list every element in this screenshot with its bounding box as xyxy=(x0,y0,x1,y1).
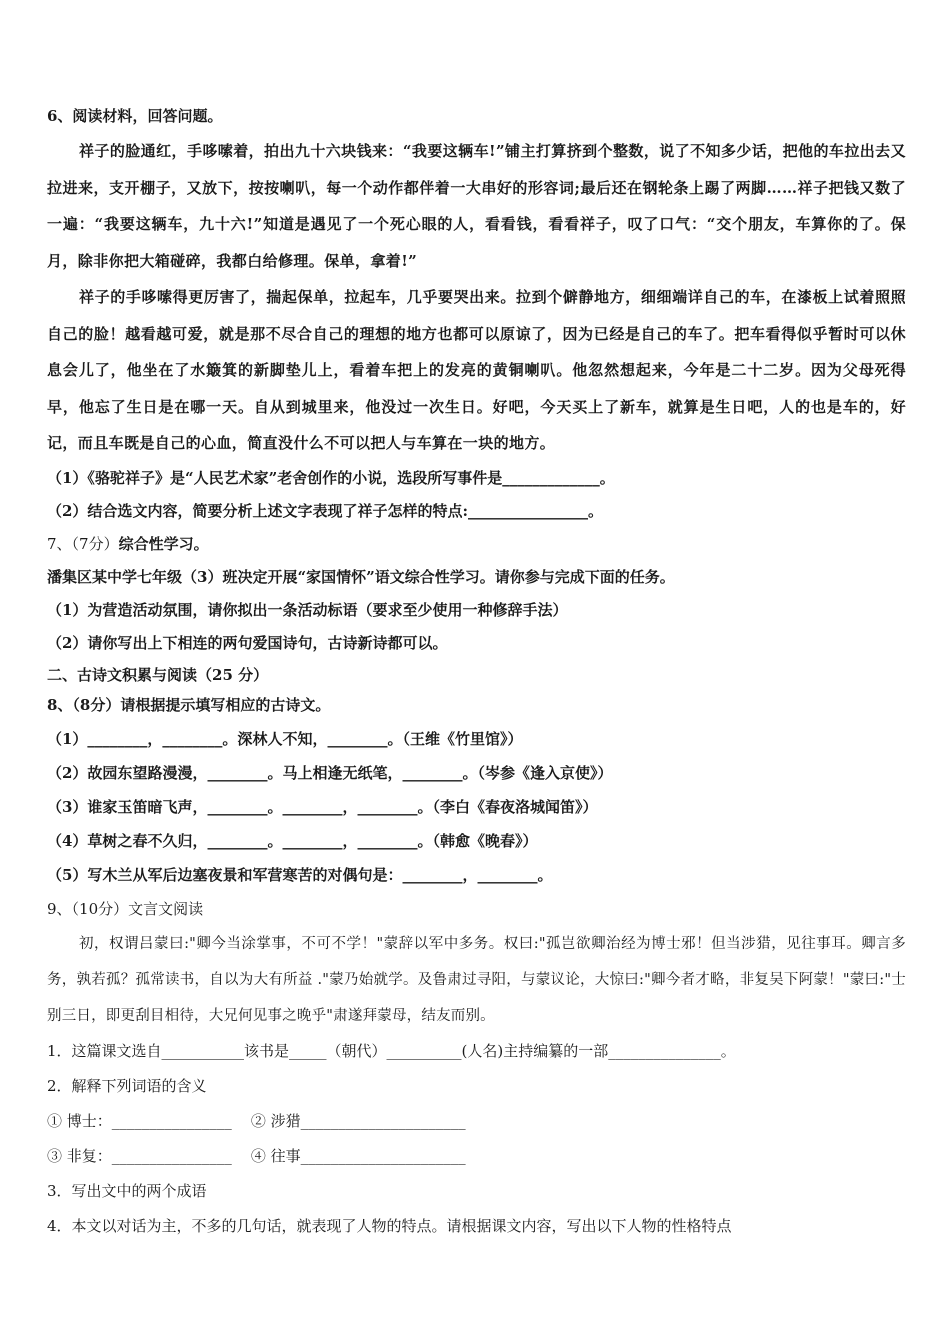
q9-question-3: 3．写出文中的两个成语 xyxy=(47,1181,207,1200)
q8-item-3: （3）谁家玉笛暗飞声，________。________，________。（李白《春夜洛城闻笛》） xyxy=(47,797,598,816)
q9-question-2-row-1 xyxy=(47,1104,906,1139)
q8-header: 8、（8分）请根据提示填写相应的古诗文。 xyxy=(47,695,331,714)
q8-item-2: （2）故园东望路漫漫，________。马上相逢无纸笔，________。（岑参《逢入京使》） xyxy=(47,763,613,782)
q9-classical-passage: 初，权谓吕蒙曰:"卿今当涂掌事，不可不学！"蒙辞以军中多务。权曰:"孤岂欲卿治经为博士邪！但当涉猎，见往事耳。卿言多务，孰若孤？孤常读书，自以为大有所益 ."蒙乃始就学。及鲁肃过寻阳，与蒙议论，大惊曰:"卿今者才略，非复吴下阿蒙！"蒙曰:"士别三日，即更刮目相待，大兄何见事之晚乎"肃遂拜蒙母，结友而别。 xyxy=(47,935,906,1024)
q8-item-4: （4）草树之春不久归，________。________，________。（韩愈《晚春》） xyxy=(47,831,538,850)
q6-header: 6、阅读材料，回答问题。 xyxy=(47,107,223,125)
q6-sub-question-2: （2）结合选文内容，简要分析上述文字表现了祥子怎样的特点:________________。 xyxy=(47,501,603,520)
q7-sub-question-2: （2）请你写出上下相连的两句爱国诗句，古诗新诗都可以。 xyxy=(47,633,448,652)
q7-header-text: 综合性学习。 xyxy=(118,534,209,553)
q9-question-4: 4．本文以对话为主，不多的几句话，就表现了人物的特点。请根据课文内容，写出以下人物的性格特点 xyxy=(47,1216,732,1235)
q8-item-1: （1）________，________。深林人不知，________。（王维《竹里馆》） xyxy=(47,729,523,748)
q6-passage-paragraph-2: 祥子的手哆嗦得更厉害了，揣起保单，拉起车，几乎要哭出来。拉到个僻静地方，细细端详自己的车，在漆板上试着照照自己的脸！越看越可爱，就是那不尽合自己的理想的地方也都可以原谅了，因为已经是自己的车了。把车看得似乎暂时可以休息会儿了，他坐在了水簸箕的新脚垫儿上，看着车把上的发亮的黄铜喇叭。他忽然想起来，今年是二十二岁。因为父母死得早，他忘了生日是在哪一天。自从到城里来，他没过一次生日。好吧，今天买上了新车，就算是生日吧，人的也是车的，好记，而且车既是自己的心血，简直没什么不可以把人与车算在一块的地方。 xyxy=(47,288,906,452)
q7-intro: 潘集区某中学七年级（3）班决定开展“家国情怀”语文综合性学习。请你参与完成下面的任务。 xyxy=(47,567,675,586)
q7-header xyxy=(47,528,906,561)
q9-term-boshi: ① 博士：________________ xyxy=(47,1111,232,1130)
q8-item-5: （5）写木兰从军后边塞夜景和军营寒苦的对偶句是：________，________。 xyxy=(47,865,553,884)
q6-passage-paragraph-1: 祥子的脸通红，手哆嗦着，拍出九十六块钱来：“我要这辆车!”铺主打算挤到个整数，说了不知多少话，把他的车拉出去又拉进来，支开棚子，又放下，按按喇叭，每一个动作都伴着一大串好的形容词;最后还在钢轮条上踢了两脚……祥子把钱又数了一遍：“我要这辆车，九十六!”知道是遇见了一个死心眼的人，看看钱，看看祥子，叹了口气：“交个朋友，车算你的了。保月，除非你把大箱碰碎，我都白给修理。保单，拿着!” xyxy=(47,142,906,270)
q9-term-feifu: ③ 非复：________________ xyxy=(47,1146,232,1165)
section-2-title: 二、古诗文积累与阅读（25 分） xyxy=(47,665,269,684)
q9-question-1: 1．这篇课文选自___________该书是_____（朝代）__________(人名)主持编纂的一部_______________。 xyxy=(47,1041,736,1060)
q9-question-2-row-2 xyxy=(47,1139,906,1174)
q9-question-2: 2．解释下列词语的含义 xyxy=(47,1076,207,1095)
q9-term-shelie: ② 涉猎______________________ xyxy=(250,1111,466,1130)
q7-sub-question-1: （1）为营造活动氛围，请你拟出一条活动标语（要求至少使用一种修辞手法） xyxy=(47,600,568,619)
q7-header-number: 7、（7分） xyxy=(47,534,119,553)
q6-sub-question-1: （1）《骆驼祥子》是“人民艺术家”老舍创作的小说，选段所写事件是_____________。 xyxy=(47,468,615,487)
q9-header: 9、（10分）文言文阅读 xyxy=(47,899,204,918)
q9-term-wangshi: ④ 往事______________________ xyxy=(250,1146,466,1165)
